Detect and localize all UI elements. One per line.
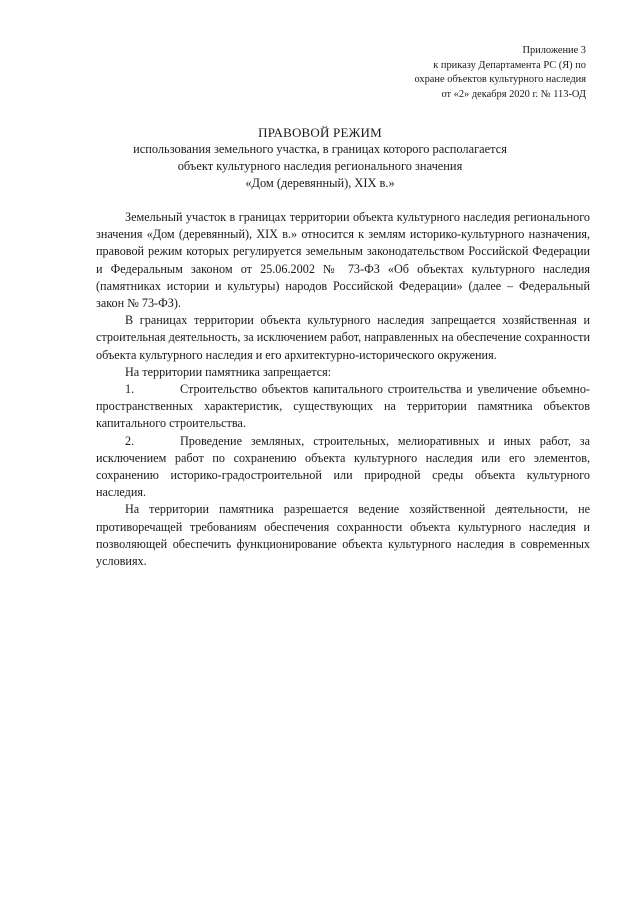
appendix-line-4: от «2» декабря 2020 г. № 113-ОД bbox=[441, 88, 586, 100]
title-line-1: использования земельного участка, в границах которого располагается bbox=[133, 142, 507, 156]
list-item-1-text: Строительство объектов капитального строительства и увеличение объемно-пространственных характеристик, существующих на территории памятника объектов капитального строительства. bbox=[96, 382, 590, 431]
list-item-2-number: 2. bbox=[125, 433, 135, 448]
list-item-1 bbox=[96, 381, 590, 433]
paragraph-prohibitions-intro: На территории памятника запрещается: bbox=[125, 364, 332, 379]
paragraph-land-plot: Земельный участок в границах территории объекта культурного наследия регионального значения «Дом (деревянный), XIX в.» относится к землям историко-культурного назначения, правовой режим которых регулируется земельным законодательством Российской Федерации и Федеральным законом от 25.06.2002 № 73-ФЗ «Об объектах культурного наследия (памятниках истории и культуры) народов Российской Федерации» (далее – Федеральный закон № 73-ФЗ). bbox=[96, 210, 590, 311]
document-title bbox=[0, 124, 640, 193]
paragraph-prohibited-activity: В границах территории объекта культурного наследия запрещается хозяйственная и строительная деятельность, за исключением работ, направленных на обеспечение сохранности объекта культурного наследия и его архитектурно-исторического окружения. bbox=[96, 313, 590, 362]
title-main: ПРАВОВОЙ РЕЖИМ bbox=[258, 125, 382, 140]
list-item-2 bbox=[96, 433, 590, 502]
appendix-line-1: Приложение 3 bbox=[522, 45, 586, 56]
title-line-3: «Дом (деревянный), XIX в.» bbox=[245, 176, 395, 191]
list-item-1-number: 1. bbox=[125, 382, 135, 397]
paragraph-permitted-activity: На территории памятника разрешается ведение хозяйственной деятельности, не противоречащей требованиям обеспечения сохранности объекта культурного наследия и позволяющей обеспечить функционирование объекта культурного наследия в современных условиях. bbox=[96, 502, 590, 569]
document-body bbox=[96, 209, 590, 570]
appendix-line-3: охране объектов культурного наследия bbox=[414, 74, 586, 86]
appendix-line-2: к приказу Департамента РС (Я) по bbox=[433, 59, 586, 71]
list-item-2-text: Проведение земляных, строительных, мелиоративных и иных работ, за исключением работ по сохранению объекта культурного наследия или его элементов, сохранению историко-градостроительной или природной среды объекта культурного наследия. bbox=[96, 433, 590, 500]
title-line-2: объект культурного наследия регионального значения bbox=[177, 159, 463, 174]
appendix-header bbox=[414, 44, 586, 102]
